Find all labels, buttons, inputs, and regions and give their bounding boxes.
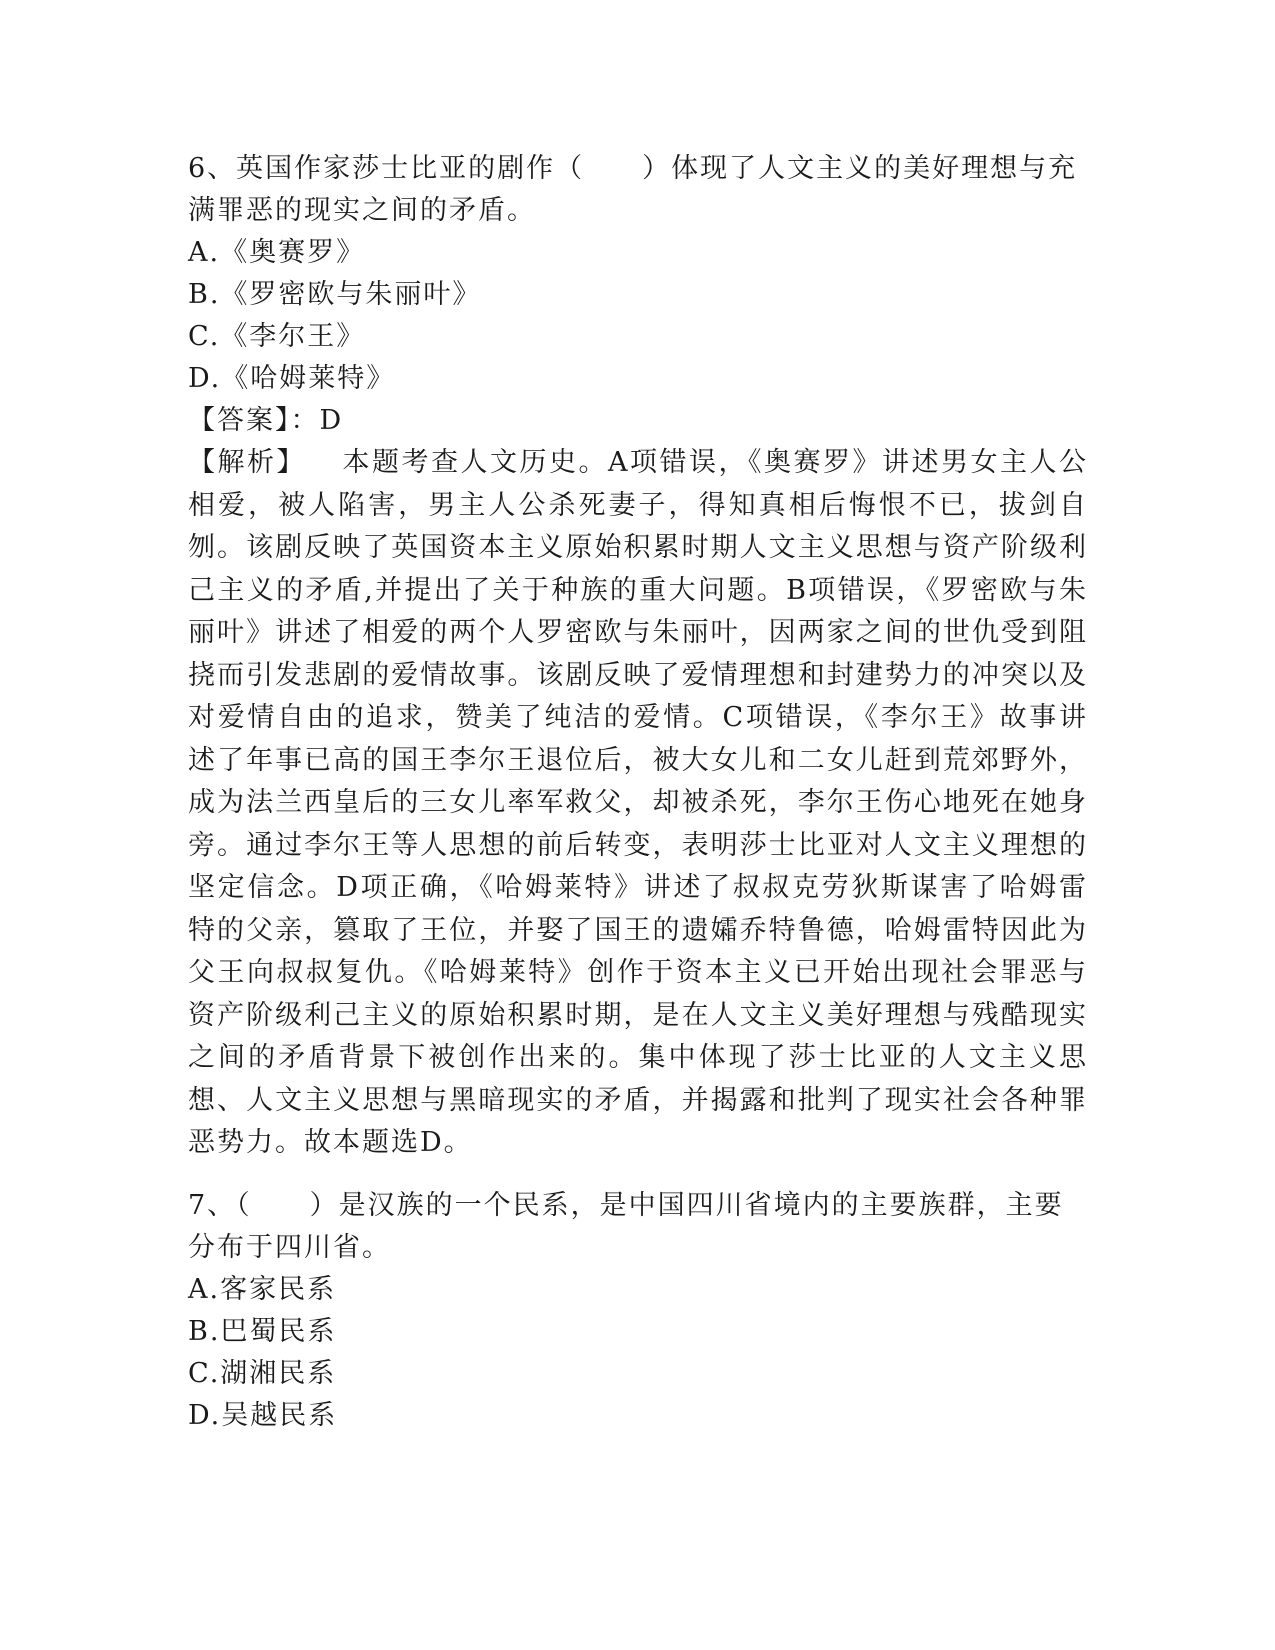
option-a: A.《奥赛罗》 [188,237,366,268]
option-d: D.《哈姆莱特》 [188,363,396,394]
option-d: D.吴越民系 [188,1399,338,1431]
answer-value: D [319,405,344,436]
analysis [188,442,1088,1165]
analysis-label: 【解析】 [188,447,306,478]
question-7 [188,1185,1088,1437]
option-b: B.《罗密欧与朱丽叶》 [188,279,482,310]
answer-line [188,400,1088,442]
option-b: B.巴蜀民系 [188,1315,337,1347]
question-stem: 6、英国作家莎士比亚的剧作（ ）体现了人文主义的美好理想与充满罪恶的现实之间的矛盾。 [188,153,1078,226]
question-6 [188,148,1088,1165]
question-stem: 7、（ ）是汉族的一个民系，是中国四川省境内的主要族群，主要分布于四川省。 [188,1189,1064,1263]
option-c: C.湖湘民系 [188,1357,337,1389]
option-c: C.《李尔王》 [188,321,366,352]
analysis-text: 本题考查人文历史。A项错误，《奥赛罗》讲述男女主人公相爱，被人陷害，男主人公杀死妻子，得知真相后悔恨不已，拔剑自刎。该剧反映了英国资本主义原始积累时期人文主义思想与资产阶级利己主义的矛盾,并提出了关于种族的重大问题。B项错误，《罗密欧与朱丽叶》讲述了相爱的两个人罗密欧与朱丽叶，因两家之间的世仇受到阻挠而引发悲剧的爱情故事。该剧反映了爱情理想和封建势力的冲突以及对爱情自由的追求，赞美了纯洁的爱情。C项错误，《李尔王》故事讲述了年事已高的国王李尔王退位后，被大女儿和二女儿赶到荒郊野外，成为法兰西皇后的三女儿率军救父，却被杀死，李尔王伤心地死在她身旁。通过李尔王等人思想的前后转变，表明莎士比亚对人文主义理想的坚定信念。D项正确，《哈姆莱特》讲述了叔叔克劳狄斯谋害了哈姆雷特的父亲，篡取了王位，并娶了国王的遗孀乔特鲁德，哈姆雷特因此为父王向叔叔复仇。《哈姆莱特》创作于资本主义已开始出现社会罪恶与资产阶级利己主义的原始积累时期，是在人文主义美好理想与残酷现实之间的矛盾背景下被创作出来的。集中体现了莎士比亚的人文主义思想、人文主义思想与黑暗现实的矛盾，并揭露和批判了现实社会各种罪恶势力。故本题选D。 [188,447,1088,1158]
option-a: A.客家民系 [188,1273,337,1305]
question-gap [188,1165,1088,1185]
document-page [188,148,1088,1437]
answer-label: 【答案】： [188,405,320,436]
